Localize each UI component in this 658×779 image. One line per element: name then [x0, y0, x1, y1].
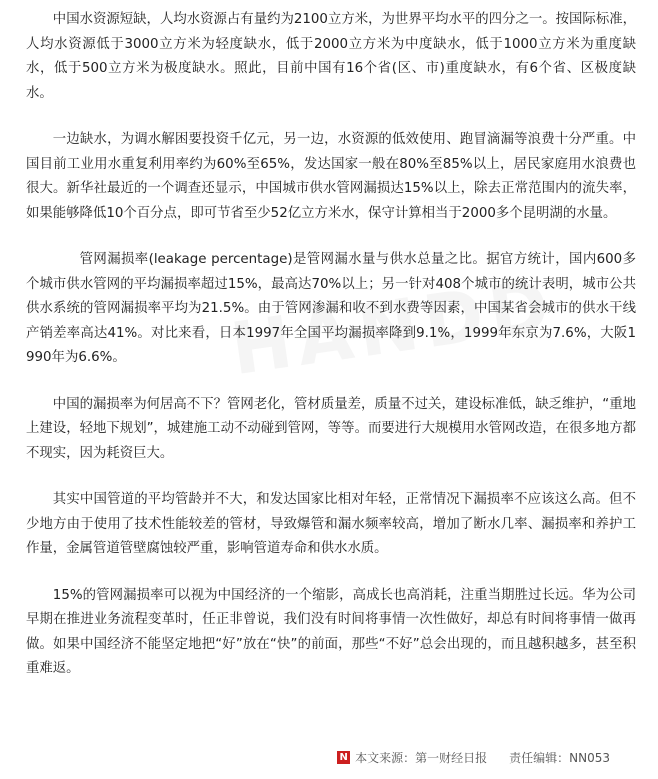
paragraph-water-shortage: 中国水资源短缺，人均水资源占有量约为2100立方米，为世界平均水平的四分之一。按国际标准，人均水资源低于3000立方米为轻度缺水，低于2000立方米为中度缺水，低于1000立方米为重度缺水，低于500立方米为极度缺水。照此，目前中国有16个省(区、市)重度缺水，有6个省、区极度缺水。 [26, 12, 636, 101]
source-bar [337, 749, 610, 766]
paragraph-leakage-causes: 中国的漏损率为何居高不下？管网老化，管材质量差，质量不过关，建设标准低，缺乏维护，“重地上建设，轻地下规划”，城建施工动不动碰到管网，等等。而要进行大规模用水管网改造，在很多地方都不现实，因为耗资巨大。 [26, 396, 636, 461]
paragraph-water-waste: 一边缺水，为调水解困要投资千亿元，另一边，水资源的低效使用、跑冒滴漏等浪费十分严重。中国目前工业用水重复利用率约为60%至65%，发达国家一般在80%至85%以上，居民家庭用水浪费也很大。新华社最近的一个调查还显示，中国城市供水管网漏损达15%以上，除去正常范围内的流失率，如果能够降低10个百分点，即可节省至少52亿立方米水，保守计算相当于2000多个昆明湖的水量。 [26, 132, 636, 221]
article-body [26, 8, 636, 704]
paragraph-leakage-rate: 管网漏损率(leakage percentage)是管网漏水量与供水总量之比。据官方统计，国内600多个城市供水管网的平均漏损率超过15%，最高达70%以上；另一针对408个城市的统计表明，城市公共供水系统的管网漏损率平均为21.5%。由于管网渗漏和收不到水费等因素，中国某省会城市的供水干线产销差率高达41%。对比来看，日本1997年全国平均漏损率降到9.1%，1999年东京为7.6%，大阪1990年为6.6%。 [26, 252, 636, 365]
source-text: 本文来源：第一财经日报 [355, 751, 488, 765]
paragraph-pipe-age: 其实中国管道的平均管龄并不大，和发达国家比相对年轻，正常情况下漏损率不应该这么高。但不少地方由于使用了技术性能较差的管材，导致爆管和漏水频率较高，增加了断水几率、漏损率和养护工作量，金属管道管壁腐蚀较严重，影响管道寿命和供水水质。 [26, 492, 636, 556]
editor-text: 责任编辑：NN053 [509, 751, 610, 765]
paragraph-economy-summary: 15%的管网漏损率可以视为中国经济的一个缩影，高成长也高消耗，注重当期胜过长远。华为公司早期在推进业务流程变革时，任正非曾说，我们没有时间将事情一次性做好，却总有时间将事情一做再做。如果中国经济不能坚定地把“好”放在“快”的前面，那些“不好”总会出现的，而且越积越多，甚至积重难返。 [26, 587, 636, 676]
source-logo-icon: N [337, 751, 350, 764]
